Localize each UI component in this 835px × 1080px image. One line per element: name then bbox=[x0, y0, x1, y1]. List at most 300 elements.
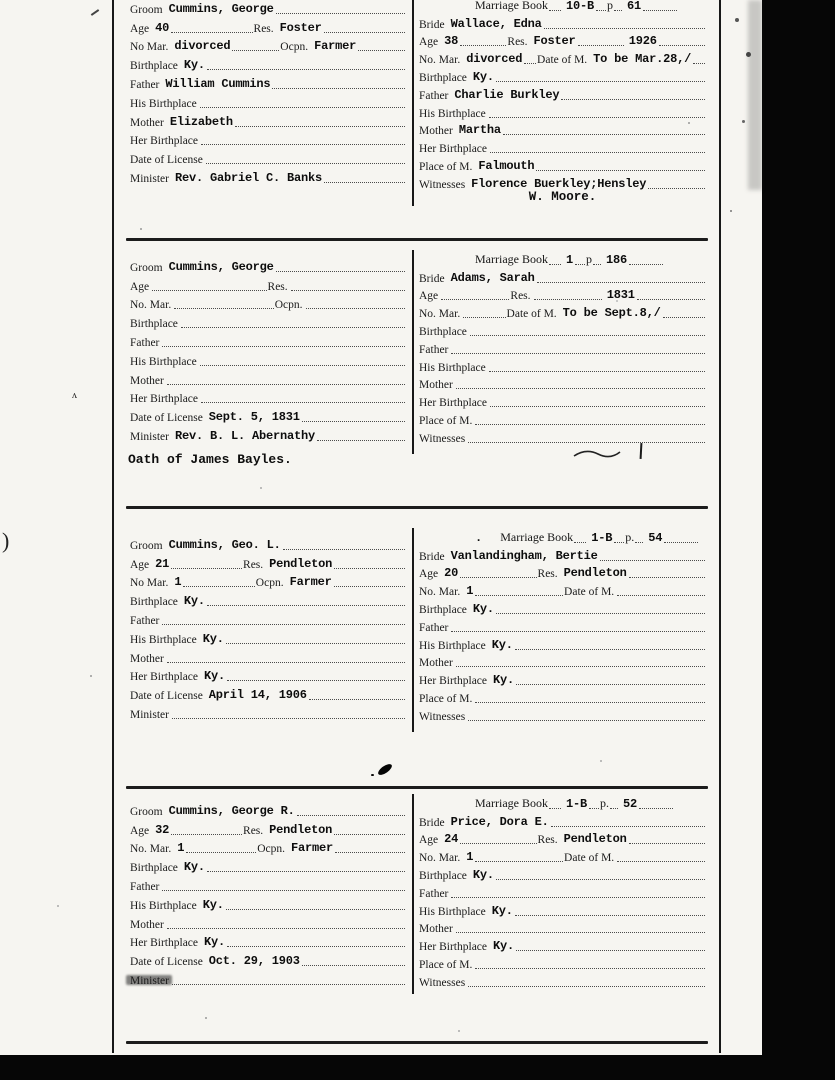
field-label: Age bbox=[130, 22, 150, 35]
field-label: Mother bbox=[419, 125, 453, 138]
dotted-leader bbox=[551, 826, 705, 827]
dotted-leader bbox=[516, 950, 705, 951]
field-label: Father bbox=[130, 78, 160, 91]
groom-column bbox=[130, 0, 406, 186]
bride-field-row bbox=[419, 32, 706, 50]
field-label: Bride bbox=[419, 272, 445, 285]
groom-field-row bbox=[130, 800, 406, 819]
stray-squiggle-mark bbox=[572, 446, 622, 460]
field-label: Birthplace bbox=[130, 318, 178, 331]
groom-field-row bbox=[130, 950, 406, 969]
field-value: Cummins, Geo. L. bbox=[168, 537, 281, 552]
field-label: Age bbox=[419, 568, 439, 581]
field-label: Place of M. bbox=[419, 414, 473, 427]
field-value: 61 bbox=[627, 0, 642, 13]
field-value: 1 bbox=[174, 575, 182, 590]
bride-field-row bbox=[419, 635, 706, 653]
groom-field-row bbox=[130, 369, 406, 388]
groom-field-row bbox=[130, 350, 406, 369]
groom-field-row bbox=[130, 534, 406, 553]
dotted-leader bbox=[207, 605, 405, 606]
field-label: Birthplace bbox=[130, 60, 178, 73]
dotted-leader bbox=[186, 852, 256, 853]
marriage-book-header bbox=[419, 250, 706, 268]
dotted-leader bbox=[600, 560, 705, 561]
dotted-leader bbox=[614, 10, 622, 11]
groom-field-row bbox=[130, 294, 406, 313]
field-label: Place of M. bbox=[419, 160, 473, 173]
groom-field-row bbox=[130, 312, 406, 331]
field-label: p. bbox=[600, 795, 609, 810]
bride-field-row bbox=[419, 883, 706, 901]
bride-field-row bbox=[419, 670, 706, 688]
field-label: Date of License bbox=[130, 956, 203, 969]
field-value: Charlie Burkley bbox=[454, 87, 560, 102]
field-value: Sept. 5, 1831 bbox=[208, 410, 300, 425]
scan-speck bbox=[730, 210, 732, 212]
dotted-leader bbox=[334, 568, 405, 569]
dotted-leader bbox=[162, 890, 405, 891]
dotted-leader bbox=[664, 542, 698, 543]
bride-column bbox=[419, 0, 706, 192]
bride-field-row bbox=[419, 599, 706, 617]
field-value: Foster bbox=[533, 34, 576, 49]
record-separator-rule bbox=[126, 238, 708, 241]
scan-speck bbox=[90, 675, 92, 677]
field-label: No. Mar. bbox=[419, 308, 461, 321]
field-label: Ocpn. bbox=[274, 299, 303, 312]
scan-speck bbox=[140, 228, 142, 230]
field-value: 20 bbox=[444, 566, 459, 581]
field-value: Pendleton bbox=[269, 822, 333, 837]
dotted-leader bbox=[152, 290, 266, 291]
scan-speck bbox=[742, 120, 745, 123]
bride-field-row bbox=[419, 49, 706, 67]
field-label: Res. bbox=[267, 280, 288, 293]
field-label: Date of M. bbox=[564, 852, 615, 865]
groom-field-row bbox=[130, 73, 406, 92]
groom-field-row bbox=[130, 838, 406, 857]
dotted-leader bbox=[575, 264, 585, 265]
dotted-leader bbox=[276, 271, 405, 272]
bride-field-row bbox=[419, 936, 706, 954]
groom-field-row bbox=[130, 167, 406, 186]
oath-note: Oath of James Bayles. bbox=[128, 452, 292, 467]
dotted-leader bbox=[181, 327, 405, 328]
dotted-leader bbox=[549, 10, 561, 11]
dotted-leader bbox=[272, 88, 405, 89]
groom-field-row bbox=[130, 572, 406, 591]
field-value: Ky. bbox=[491, 903, 513, 918]
marriage-book-header bbox=[419, 794, 706, 812]
field-value: Ky. bbox=[183, 594, 205, 609]
field-value: Ky. bbox=[183, 860, 205, 875]
groom-field-row bbox=[130, 932, 406, 951]
dotted-leader bbox=[489, 117, 705, 118]
page-left-edge-line bbox=[112, 0, 114, 1053]
field-label: Minister bbox=[130, 172, 169, 185]
groom-field-row bbox=[130, 256, 406, 275]
field-value: Ky. bbox=[183, 58, 205, 73]
dotted-leader bbox=[639, 808, 673, 809]
field-label: Father bbox=[130, 614, 160, 627]
dotted-leader bbox=[456, 932, 705, 933]
field-label: Res. bbox=[510, 290, 531, 303]
field-label: Age bbox=[419, 834, 439, 847]
dotted-leader bbox=[306, 308, 406, 309]
field-label: Witnesses bbox=[419, 710, 466, 723]
groom-field-row bbox=[130, 331, 406, 350]
groom-field-row bbox=[130, 666, 406, 685]
dotted-leader bbox=[544, 28, 705, 29]
dotted-leader bbox=[593, 264, 601, 265]
dotted-leader bbox=[578, 45, 624, 46]
dotted-leader bbox=[335, 852, 405, 853]
field-label: Her Birthplace bbox=[130, 671, 199, 684]
field-label: His Birthplace bbox=[419, 639, 486, 652]
field-value: 21 bbox=[155, 556, 170, 571]
dotted-leader bbox=[475, 595, 563, 596]
dotted-leader bbox=[635, 542, 643, 543]
dotted-leader bbox=[291, 290, 405, 291]
field-label: Ocpn. bbox=[255, 577, 284, 590]
dotted-leader bbox=[302, 421, 405, 422]
scan-speck bbox=[458, 1030, 460, 1032]
groom-field-row bbox=[130, 684, 406, 703]
dotted-leader bbox=[470, 335, 705, 336]
dotted-leader bbox=[167, 662, 405, 663]
dotted-leader bbox=[475, 424, 705, 425]
field-value: Farmer bbox=[314, 39, 357, 54]
bride-field-row bbox=[419, 830, 706, 848]
field-value: Vanlandingham, Bertie bbox=[450, 548, 598, 563]
field-label: No Mar. bbox=[130, 577, 169, 590]
field-label: Age bbox=[130, 558, 150, 571]
dotted-leader bbox=[489, 371, 705, 372]
field-label: Res. bbox=[243, 824, 264, 837]
groom-field-row bbox=[130, 969, 406, 988]
scan-noise-streak bbox=[748, 0, 762, 190]
groom-field-row bbox=[130, 36, 406, 55]
field-value: divorced bbox=[174, 39, 231, 54]
scan-speck bbox=[735, 18, 739, 22]
field-value: Ky. bbox=[472, 69, 494, 84]
page-right-edge-line bbox=[719, 0, 721, 1053]
field-label: His Birthplace bbox=[419, 905, 486, 918]
field-label: Father bbox=[419, 887, 449, 900]
dotted-leader bbox=[536, 170, 705, 171]
dotted-leader bbox=[324, 32, 405, 33]
groom-field-row bbox=[130, 647, 406, 666]
bride-field-row bbox=[419, 357, 706, 375]
column-divider-line bbox=[412, 250, 414, 454]
field-label: Date of M. bbox=[564, 586, 615, 599]
field-value: Adams, Sarah bbox=[450, 270, 535, 285]
field-value: 186 bbox=[606, 252, 628, 267]
dotted-leader bbox=[574, 542, 586, 543]
bottom-rule bbox=[126, 1041, 708, 1044]
field-label: p bbox=[607, 0, 613, 12]
field-value: Wallace, Edna bbox=[450, 16, 542, 31]
dotted-leader bbox=[226, 643, 405, 644]
field-label: Her Birthplace bbox=[419, 143, 488, 156]
bride-field-row bbox=[419, 581, 706, 599]
field-label: His Birthplace bbox=[130, 633, 197, 646]
field-value: 1 bbox=[466, 584, 474, 599]
scan-speck bbox=[600, 760, 602, 762]
dotted-leader bbox=[515, 649, 705, 650]
dotted-leader bbox=[663, 317, 705, 318]
dotted-leader bbox=[468, 986, 705, 987]
field-label: Father bbox=[130, 336, 160, 349]
dotted-leader bbox=[524, 63, 536, 64]
scan-speck bbox=[260, 487, 262, 489]
dotted-leader bbox=[171, 568, 242, 569]
groom-field-row bbox=[130, 130, 406, 149]
field-value: 1-B bbox=[591, 530, 613, 545]
field-label: Res. bbox=[253, 22, 274, 35]
field-value: 38 bbox=[444, 34, 459, 49]
groom-field-row bbox=[130, 894, 406, 913]
groom-field-row bbox=[130, 609, 406, 628]
record-separator-rule bbox=[126, 786, 708, 789]
bride-column bbox=[419, 250, 706, 446]
bride-field-row bbox=[419, 339, 706, 357]
field-label: Marriage Book bbox=[475, 795, 548, 810]
field-label: p bbox=[586, 251, 592, 266]
field-value: Ky. bbox=[493, 939, 515, 954]
dotted-leader bbox=[475, 702, 705, 703]
witness-overflow-line: W. Moore. bbox=[528, 190, 597, 204]
field-value: Florence Buerkley;Hensley bbox=[471, 176, 647, 191]
dotted-leader bbox=[317, 440, 405, 441]
field-label: No. Mar. bbox=[130, 299, 172, 312]
dotted-leader bbox=[648, 188, 705, 189]
bride-field-row bbox=[419, 617, 706, 635]
field-label: Birthplace bbox=[130, 862, 178, 875]
field-value: Oct. 29, 1903 bbox=[208, 954, 300, 969]
dotted-leader bbox=[515, 915, 705, 916]
dotted-leader bbox=[460, 577, 536, 578]
field-label: No. Mar. bbox=[130, 843, 172, 856]
field-value: Ky. bbox=[204, 669, 226, 684]
field-value: Price, Dora E. bbox=[450, 814, 549, 829]
groom-field-row bbox=[130, 703, 406, 722]
dotted-leader bbox=[496, 81, 705, 82]
field-value: 10-B bbox=[565, 0, 594, 13]
field-value: Farmer bbox=[291, 841, 334, 856]
bride-field-row bbox=[419, 865, 706, 883]
dotted-leader bbox=[162, 624, 405, 625]
dotted-leader bbox=[537, 282, 705, 283]
dotted-leader bbox=[617, 861, 705, 862]
dotted-leader bbox=[441, 299, 509, 300]
field-label: Date of License bbox=[130, 154, 203, 167]
groom-field-row bbox=[130, 92, 406, 111]
field-label: Her Birthplace bbox=[130, 393, 199, 406]
dotted-leader bbox=[456, 666, 705, 667]
bride-field-row bbox=[419, 303, 706, 321]
bride-column bbox=[419, 528, 706, 724]
record-separator-rule bbox=[126, 506, 708, 509]
field-value: 40 bbox=[155, 20, 170, 35]
field-value: divorced bbox=[466, 52, 523, 67]
dotted-leader bbox=[451, 897, 705, 898]
dotted-leader bbox=[468, 442, 705, 443]
groom-field-row bbox=[130, 54, 406, 73]
dotted-leader bbox=[549, 264, 561, 265]
field-label: Res. bbox=[537, 834, 558, 847]
dotted-leader bbox=[693, 63, 705, 64]
dotted-leader bbox=[468, 720, 705, 721]
dotted-leader bbox=[334, 586, 405, 587]
groom-field-row bbox=[130, 875, 406, 894]
field-value: Cummins, George R. bbox=[168, 803, 295, 818]
field-label: Father bbox=[130, 880, 160, 893]
bride-field-row bbox=[419, 919, 706, 937]
groom-field-row bbox=[130, 17, 406, 36]
dotted-leader bbox=[490, 406, 705, 407]
dotted-leader bbox=[167, 384, 405, 385]
bride-field-row bbox=[419, 121, 706, 139]
bride-field-row bbox=[419, 103, 706, 121]
ink-dot bbox=[371, 774, 374, 776]
field-label: Groom bbox=[130, 3, 163, 16]
field-label: Mother bbox=[419, 657, 453, 670]
scan-speck bbox=[57, 905, 59, 907]
dotted-leader bbox=[496, 613, 705, 614]
field-value: Pendleton bbox=[563, 566, 627, 581]
dotted-leader bbox=[643, 10, 677, 11]
field-value: 1 bbox=[177, 841, 185, 856]
field-label: Date of License bbox=[130, 412, 203, 425]
dotted-leader bbox=[172, 984, 405, 985]
field-label: Age bbox=[130, 824, 150, 837]
dotted-leader bbox=[172, 718, 405, 719]
dotted-leader bbox=[334, 834, 405, 835]
field-label: Age bbox=[130, 280, 150, 293]
dotted-leader bbox=[174, 308, 274, 309]
bride-field-row bbox=[419, 375, 706, 393]
ink-blot bbox=[376, 762, 393, 777]
field-label: Date of License bbox=[130, 690, 203, 703]
field-value: Pendleton bbox=[563, 832, 627, 847]
bride-field-row bbox=[419, 286, 706, 304]
dotted-leader bbox=[460, 45, 506, 46]
marriage-book-header bbox=[419, 0, 706, 14]
dotted-leader bbox=[549, 808, 561, 809]
dotted-leader bbox=[201, 402, 405, 403]
bride-field-row bbox=[419, 847, 706, 865]
field-label: Marriage Book bbox=[500, 529, 574, 544]
field-label: Res. bbox=[537, 568, 558, 581]
field-label: Birthplace bbox=[419, 325, 467, 338]
field-value: Cummins, George bbox=[168, 1, 274, 16]
field-label: Witnesses bbox=[419, 432, 466, 445]
dotted-leader bbox=[659, 45, 705, 46]
scan-speck bbox=[205, 1017, 207, 1019]
field-label: Minister bbox=[130, 708, 169, 721]
groom-column bbox=[130, 800, 406, 988]
field-label: Place of M. bbox=[419, 692, 473, 705]
field-label: Age bbox=[419, 36, 439, 49]
field-label: Mother bbox=[419, 379, 453, 392]
field-label: Res. bbox=[243, 558, 264, 571]
dotted-leader bbox=[503, 134, 705, 135]
dotted-leader bbox=[460, 843, 536, 844]
field-label: p. bbox=[625, 529, 635, 544]
dotted-leader bbox=[629, 843, 705, 844]
dotted-leader bbox=[309, 699, 405, 700]
groom-field-row bbox=[130, 590, 406, 609]
bride-field-row bbox=[419, 812, 706, 830]
field-label: Her Birthplace bbox=[130, 937, 199, 950]
dotted-leader bbox=[235, 126, 405, 127]
field-value: To be Mar.28,/ bbox=[593, 52, 692, 67]
bride-field-row bbox=[419, 706, 706, 724]
dotted-leader bbox=[629, 577, 705, 578]
dotted-leader bbox=[227, 680, 405, 681]
field-value: 1-B bbox=[565, 796, 587, 811]
field-label: His Birthplace bbox=[130, 899, 197, 912]
field-value: 54 bbox=[648, 530, 663, 545]
bride-field-row bbox=[419, 564, 706, 582]
groom-field-row bbox=[130, 388, 406, 407]
stray-slash-mark bbox=[91, 9, 100, 16]
field-label: His Birthplace bbox=[419, 361, 486, 374]
dotted-leader bbox=[596, 10, 606, 11]
dotted-leader bbox=[561, 99, 705, 100]
bride-field-row bbox=[419, 546, 706, 564]
dotted-leader bbox=[324, 182, 405, 183]
dotted-leader bbox=[206, 163, 405, 164]
field-value: 1 bbox=[466, 850, 474, 865]
dotted-leader bbox=[475, 861, 563, 862]
field-label: Bride bbox=[419, 18, 445, 31]
dotted-leader bbox=[207, 871, 405, 872]
groom-field-row bbox=[130, 553, 406, 572]
field-value: April 14, 1906 bbox=[208, 688, 307, 703]
field-label: Birthplace bbox=[419, 71, 467, 84]
field-label: His Birthplace bbox=[419, 107, 486, 120]
field-label: Age bbox=[419, 290, 439, 303]
dotted-leader bbox=[183, 586, 254, 587]
header-prefix-mark: . bbox=[475, 530, 483, 545]
field-value: Farmer bbox=[289, 575, 332, 590]
dotted-leader bbox=[200, 365, 405, 366]
dotted-leader bbox=[451, 353, 705, 354]
groom-field-row bbox=[130, 425, 406, 444]
groom-column bbox=[130, 534, 406, 722]
field-label: Ocpn. bbox=[280, 41, 309, 54]
dotted-leader bbox=[297, 815, 405, 816]
field-label: Mother bbox=[130, 652, 164, 665]
dotted-leader bbox=[276, 13, 405, 14]
field-label: Bride bbox=[419, 816, 445, 829]
dotted-leader bbox=[629, 264, 663, 265]
bride-field-row bbox=[419, 67, 706, 85]
bride-field-row bbox=[419, 972, 706, 990]
bride-field-row bbox=[419, 901, 706, 919]
field-value: Rev. Gabriel C. Banks bbox=[174, 170, 323, 185]
field-label: Birthplace bbox=[130, 596, 178, 609]
field-value: Elizabeth bbox=[169, 114, 233, 129]
dotted-leader bbox=[589, 808, 599, 809]
field-label: Father bbox=[419, 621, 449, 634]
field-label: Mother bbox=[130, 116, 164, 129]
groom-field-row bbox=[130, 406, 406, 425]
field-value: 52 bbox=[623, 796, 638, 811]
